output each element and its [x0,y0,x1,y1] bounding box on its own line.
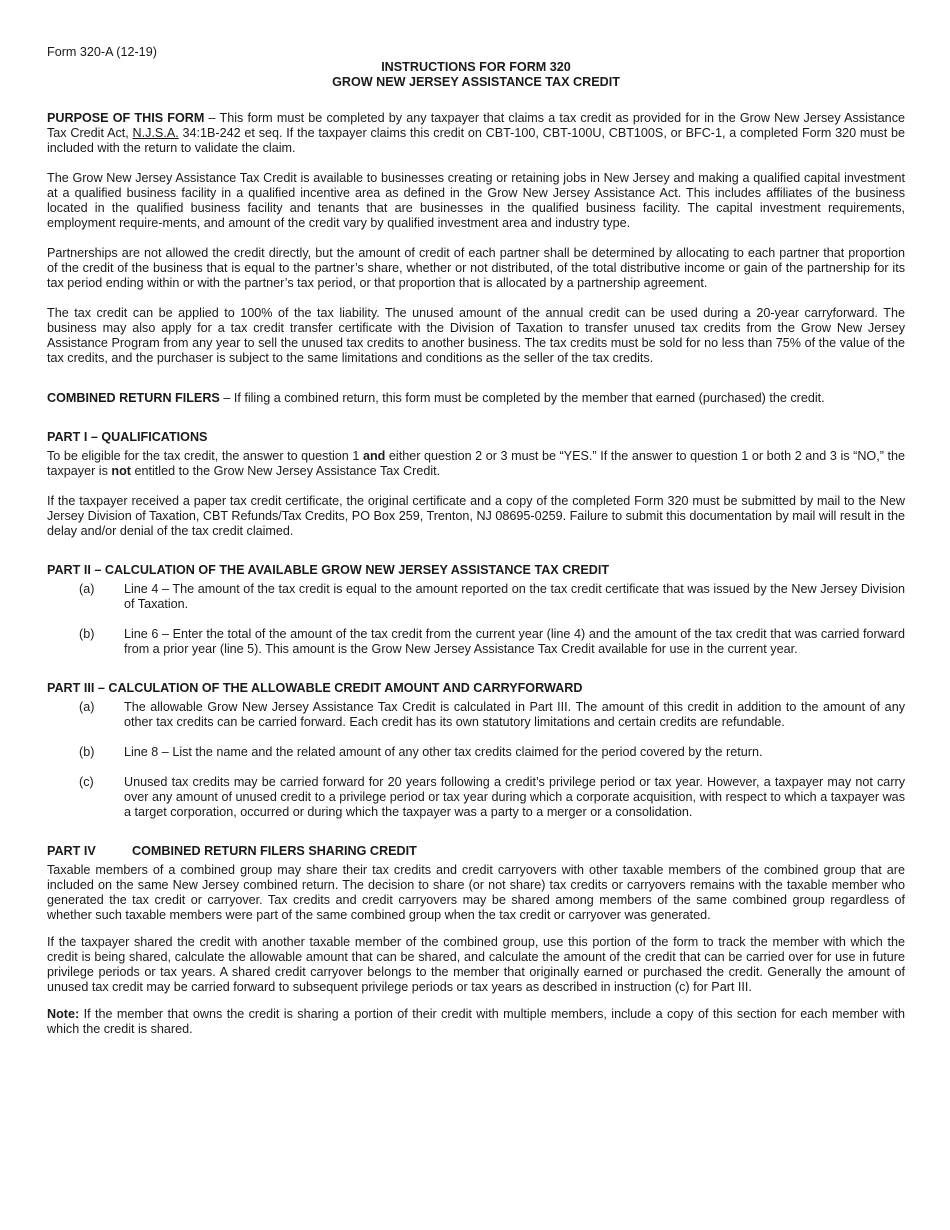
part3-heading: PART III – CALCULATION OF THE ALLOWABLE CREDIT AMOUNT AND CARRYFORWARD [47,681,583,695]
purpose-text-b: 34:1B-242 et seq. If the taxpayer claims this credit on CBT-100, CBT-100U, CBT100S, or BFC-1, a completed Form 320 must be included with the return to validate the claim. [47,126,905,155]
form-id: Form 320-A (12-19) [47,45,157,59]
instruction-page [47,44,905,1037]
note-text: If the member that owns the credit is sharing a portion of their credit with multiple members, include a copy of this section for each member with which the credit is shared. [47,1007,905,1036]
list-marker: (c) [79,775,94,789]
list-text: Line 4 – The amount of the tax credit is equal to the amount reported on the tax credit certificate that was issued by the New Jersey Division of Taxation. [124,582,905,611]
list-marker: (a) [79,582,95,596]
part3-item-a [47,700,905,730]
part1-text-c: entitled to the Grow New Jersey Assistance Tax Credit. [131,464,441,478]
part1-eligibility [47,449,905,479]
document-title [47,60,905,90]
part2-item-a [47,582,905,612]
combined-return-paragraph [47,391,905,406]
partnerships-paragraph: Partnerships are not allowed the credit directly, but the amount of credit of each partner shall be determined by allocating to each partner that proportion of the credit of the business that is equal to the partner’s share, whether or not distributed, of the total distributive income or gain of the partnership for its tax period ending within or with the partner’s tax period, or that proportion that is allocated by a partnership agreement. [47,246,905,290]
part2-item-b [47,627,905,657]
part1-certificate-paragraph: If the taxpayer received a paper tax credit certificate, the original certificate and a copy of the completed Form 320 must be submitted by mail to the New Jersey Division of Taxation, CBT Refunds/Tax Credits, PO Box 259, Trenton, NJ 08695-0259. Failure to submit this documentation by mail will result in the delay and/or denial of the tax credit claimed. [47,494,905,538]
part3-item-b [47,745,905,760]
purpose-text-a: – This form must be completed by any taxpayer that claims a tax credit as provided for in the Grow New Jersey Assistance Tax Credit Act, [47,111,905,140]
list-text: The allowable Grow New Jersey Assistance Tax Credit is calculated in Part III. The amount of this credit in addition to the amount of any other tax credits can be carried forward. Each credit has its own statutory limitations and certain credits are refundable. [124,700,905,729]
purpose-paragraph [47,111,905,156]
part4-tracking-paragraph: If the taxpayer shared the credit with another taxable member of the combined group, use this portion of the form to track the member with which the credit is being shared, calculate the allowable amount that can be shared, and calculate the amount of the credit that can be carried over for use in future privilege periods or tax years. A shared credit carryover belongs to the member that originally earned or purchased the credit. Generally the amount of unused tax credit may be carried forward to subsequent privilege periods or tax years as described in instruction (c) for Part III. [47,935,905,994]
statute-reference: N.J.S.A. [132,126,179,140]
part4-note [47,1007,905,1037]
list-text: Line 8 – List the name and the related amount of any other tax credits claimed for the period covered by the return. [124,745,763,759]
title-line-2: GROW NEW JERSEY ASSISTANCE TAX CREDIT [332,75,620,89]
list-marker: (b) [79,627,95,641]
part2-heading: PART II – CALCULATION OF THE AVAILABLE GROW NEW JERSEY ASSISTANCE TAX CREDIT [47,563,610,577]
title-line-1: INSTRUCTIONS FOR FORM 320 [381,60,571,74]
part1-not: not [111,464,131,478]
part4-heading-number: PART IV [47,844,96,858]
part4-heading-title: COMBINED RETURN FILERS SHARING CREDIT [132,844,417,858]
list-text: Line 6 – Enter the total of the amount of the tax credit from the current year (line 4) and the amount of the tax credit that was carried forward from a prior year (line 5). This amount is the Grow New Jersey Assistance Tax Credit available for use in the current year. [124,627,905,656]
list-text: Unused tax credits may be carried forward for 20 years following a credit’s privilege period or tax year. However, a taxpayer may not carry over any amount of unused credit to a privilege period or tax year during which a corporate acquisition, with respect to which a taxpayer was a target corporation, occurred or during which the taxpayer was a party to a merger or a consolidation. [124,775,905,819]
list-marker: (b) [79,745,95,759]
part3-item-c [47,775,905,820]
combined-return-heading: COMBINED RETURN FILERS [47,391,220,405]
part1-text-b: either question 2 or 3 must be “YES.” If the answer to question 1 or both 2 and 3 is “NO,” the taxpayer is [47,449,905,478]
part4-heading [47,844,905,859]
availability-paragraph: The Grow New Jersey Assistance Tax Credit is available to businesses creating or retaining jobs in New Jersey and making a qualified capital investment at a qualified business facility in a qualified incentive area as defined in the Grow New Jersey Assistance Act. This includes affiliates of the business located in the qualified business facility and tenants that are businesses in the qualified business facility. The capital investment requirements, employment require-ments, and amount of the credit vary by qualified investment area and industry type. [47,171,905,230]
combined-return-text: – If filing a combined return, this form must be completed by the member that earned (purchased) the credit. [219,391,825,405]
note-label: Note: [47,1007,80,1021]
part4-sharing-paragraph: Taxable members of a combined group may share their tax credits and credit carryovers with other taxable members of the combined group that are included on the same New Jersey combined return. The decision to share (or not share) tax credits or carryovers remains with the taxable member who generated the tax credit or carryover. Tax credits and credit carryovers may be shared among members of the same combined group regardless of whether such taxable members were part of the same combined group when the tax credit or carryover was generated. [47,863,905,922]
purpose-heading: PURPOSE OF THIS FORM [47,111,205,125]
application-paragraph: The tax credit can be applied to 100% of the tax liability. The unused amount of the annual credit can be used during a 20-year carryforward. The business may also apply for a tax credit transfer certificate with the Division of Taxation to transfer unused tax credits from the Grow New Jersey Assistance Program from any year to sell the unused tax credits to another business. The tax credits must be sold for no less than 75% of the value of the tax credits, and the purchaser is subject to the same limitations and conditions as the seller of the tax credits. [47,306,905,365]
part1-and: and [362,449,386,463]
list-marker: (a) [79,700,95,714]
part1-heading: PART I – QUALIFICATIONS [47,430,208,444]
part1-text-a: To be eligible for the tax credit, the answer to question 1 [47,449,363,463]
